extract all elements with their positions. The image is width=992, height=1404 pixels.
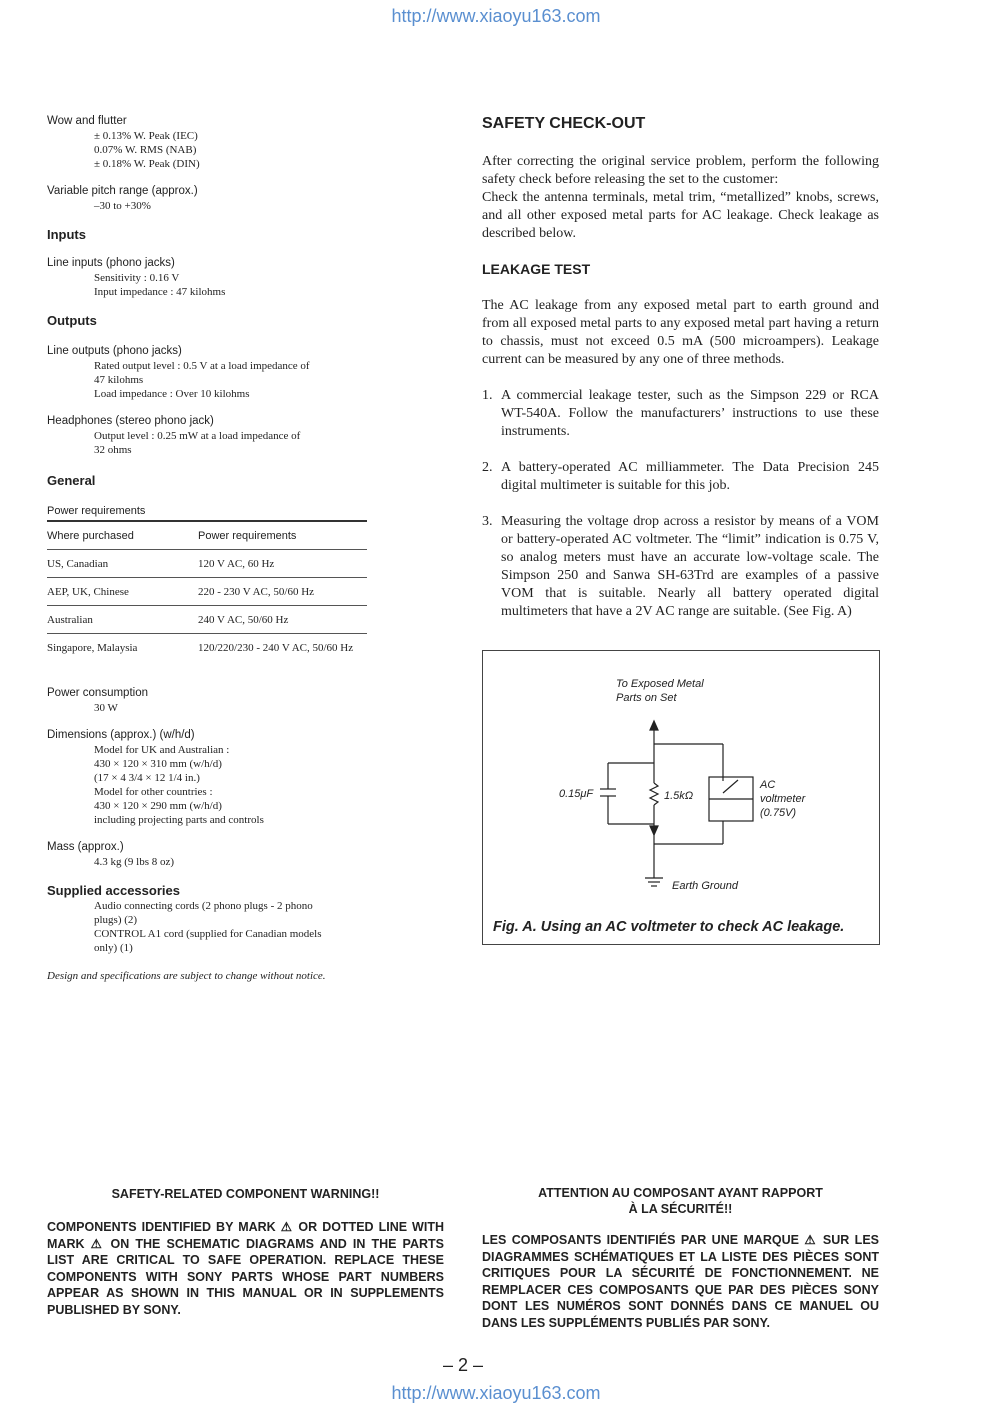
line-inputs-label: Line inputs (phono jacks) — [47, 257, 175, 269]
warning-fr-body: LES COMPOSANTS IDENTIFIÉS PAR UNE MARQUE ⚠ SUR LES DIAGRAMMES SCHÉMATIQUES ET LA LISTE DES PIÈCES SONT CRITIQUES POUR LA SÉCURITÉ DE FONCTIONNEMENT. NE REMPLACER CES COMPOSANTS QUE PAR DES PIÈCES SONY DONT LES NUMÉROS SONT DONNÉS DANS CE MANUEL OU DANS LES SUPPLÉMENTS PUBLIÉS PAR SONY. — [482, 1233, 879, 1330]
meter-label-line-2: voltmeter — [760, 793, 806, 805]
specifications-note: Design and specifications are subject to change without notice. — [47, 970, 326, 982]
method-text: A battery-operated AC milliammeter. The Data Precision 245 digital multimeter is suitable for this job. — [501, 460, 879, 493]
line-outputs-value: Load impedance : Over 10 kilohms — [94, 388, 250, 400]
wow-value: 0.07% W. RMS (NAB) — [94, 144, 197, 156]
arrow-up-icon — [650, 721, 658, 730]
accessories-values — [94, 899, 322, 955]
warning-en-title: SAFETY-RELATED COMPONENT WARNING!! — [111, 1187, 380, 1201]
table-cell: 240 V AC, 50/60 Hz — [198, 606, 367, 634]
leakage-circuit-diagram — [483, 651, 879, 944]
table-row — [47, 578, 367, 606]
dimensions-value: including projecting parts and controls — [94, 814, 264, 826]
header-url[interactable]: http://www.xiaoyu163.com — [391, 6, 601, 26]
table-cell: US, Canadian — [47, 550, 198, 578]
headphones-value: 32 ohms — [94, 444, 132, 456]
dimensions-value: 430 × 120 × 290 mm (w/h/d) — [94, 800, 222, 812]
power-table — [47, 522, 367, 661]
mass-label: Mass (approx.) — [47, 841, 124, 853]
table-cell: Singapore, Malaysia — [47, 641, 138, 654]
warning-fr-title-2: À LA SÉCURITÉ!! — [628, 1202, 733, 1216]
headphones-values — [94, 429, 300, 457]
leakage-heading: LEAKAGE TEST — [482, 261, 591, 277]
safety-check: Check the antenna terminals, metal trim, “metallized” knobs, screws, and all other exposed metal parts for AC leakage. Check leakage as described below. — [482, 190, 879, 241]
table-cell: 120/220/230 - 240 V AC, 50/60 Hz — [198, 641, 354, 654]
figure-a — [482, 650, 880, 945]
consumption-value: 30 W — [94, 702, 118, 714]
mass-value: 4.3 kg (9 lbs 8 oz) — [94, 856, 175, 868]
footer-url[interactable]: http://www.xiaoyu163.com — [391, 1383, 601, 1403]
wow-value: ± 0.18% W. Peak (DIN) — [94, 158, 200, 170]
line-outputs-label: Line outputs (phono jacks) — [47, 345, 182, 357]
dimensions-value: (17 × 4 3/4 × 12 1/4 in.) — [94, 772, 200, 784]
method-number: 3. — [482, 514, 493, 529]
dimensions-value: Model for other countries : — [94, 786, 213, 798]
dimensions-value: 430 × 120 × 310 mm (w/h/d) — [94, 758, 222, 770]
method-text: Measuring the voltage drop across a resistor by means of a VOM or battery-operated AC voltmeter. The “limit” indication is 0.75 V, so analog meters must have an accurate low-voltage scale. The Simpson 250 and Sanwa SH-63Trd are examples of a passive VOM that is suitable. Nearly all battery operated digital multimeters that have a 2V AC range are suitable. (See Fig. A) — [501, 514, 879, 619]
line-inputs-value: Input impedance : 47 kilohms — [94, 286, 226, 298]
resistor-symbol — [650, 783, 658, 805]
table-header-row — [47, 522, 367, 550]
top-label-line-1: To Exposed Metal — [616, 678, 704, 690]
table-header-cell: Power requirements — [198, 522, 367, 550]
wow-label: Wow and flutter — [47, 115, 127, 127]
warning-en-body: COMPONENTS IDENTIFIED BY MARK ⚠ OR DOTTED LINE WITH MARK ⚠ ON THE SCHEMATIC DIAGRAMS AND IN THE PARTS LIST ARE CRITICAL TO SAFE OPERATION. REPLACE THESE COMPONENTS WITH SONY PARTS WHOSE PART NUMBERS APPEAR AS SHOWN IN THIS MANUAL OR IN SUPPLEMENTS PUBLISHED BY SONY. — [47, 1220, 444, 1317]
wow-value: ± 0.13% W. Peak (IEC) — [94, 130, 198, 142]
table-row — [47, 634, 367, 662]
top-label-line-2: Parts on Set — [616, 692, 677, 704]
power-requirements-label: Power requirements — [47, 505, 146, 517]
line-inputs-value: Sensitivity : 0.16 V — [94, 272, 180, 284]
wow-values — [94, 129, 200, 171]
headphones-label: Headphones (stereo phono jack) — [47, 415, 214, 427]
table-cell: 220 - 230 V AC, 50/60 Hz — [198, 578, 367, 606]
accessories-value: Audio connecting cords (2 phono plugs - 2 phono — [94, 900, 313, 912]
table-row — [47, 550, 367, 578]
outputs-heading: Outputs — [47, 313, 97, 328]
resistor-label: 1.5kΩ — [664, 790, 694, 802]
safety-heading: SAFETY CHECK-OUT — [482, 115, 646, 132]
line-inputs-values — [94, 271, 225, 299]
line-outputs-value: 47 kilohms — [94, 374, 144, 386]
table-cell: AEP, UK, Chinese — [47, 578, 198, 606]
dimensions-value: Model for UK and Australian : — [94, 744, 230, 756]
table-row — [47, 606, 367, 634]
meter-label-line-3: (0.75V) — [760, 807, 797, 819]
table-header-cell: Where purchased — [47, 522, 198, 550]
inputs-heading: Inputs — [47, 227, 86, 242]
dimensions-values — [94, 743, 264, 827]
dimensions-label: Dimensions (approx.) (w/h/d) — [47, 729, 195, 741]
method-text: A commercial leakage tester, such as the Simpson 229 or RCA WT-540A. Follow the manufacturers’ instructions to use these instruments. — [501, 388, 879, 439]
line-outputs-values — [94, 359, 310, 401]
accessories-heading: Supplied accessories — [47, 883, 180, 898]
ground-label: Earth Ground — [672, 880, 739, 892]
table-cell: Australian — [47, 606, 198, 634]
pitch-value: –30 to +30% — [94, 200, 151, 212]
table-cell: 120 V AC, 60 Hz — [198, 550, 367, 578]
accessories-value: CONTROL A1 cord (supplied for Canadian models — [94, 928, 322, 940]
safety-intro: After correcting the original service problem, perform the following safety check before releasing the set to the customer: — [482, 154, 879, 187]
figure-caption: Fig. A. Using an AC voltmeter to check AC leakage. — [493, 919, 845, 935]
capacitor-label: 0.15μF — [559, 788, 594, 800]
method-number: 1. — [482, 388, 493, 403]
general-heading: General — [47, 473, 96, 488]
power-table-wrapper — [47, 520, 367, 661]
leakage-text: The AC leakage from any exposed metal part to earth ground and from all exposed metal parts to any exposed metal part having a return to chassis, must not exceed 0.5 mA (500 microampers). Leakage current can be measured by any one of three methods. — [482, 298, 879, 367]
accessories-value: only) (1) — [94, 942, 133, 954]
headphones-value: Output level : 0.25 mW at a load impedance of — [94, 430, 301, 442]
page-number: – 2 – — [442, 1355, 484, 1375]
method-number: 2. — [482, 460, 493, 475]
warning-fr-title-1: ATTENTION AU COMPOSANT AYANT RAPPORT — [538, 1186, 823, 1200]
consumption-label: Power consumption — [47, 687, 148, 699]
accessories-value: plugs) (2) — [94, 914, 138, 926]
line-outputs-value: Rated output level : 0.5 V at a load impedance of — [94, 360, 310, 372]
meter-label-line-1: AC — [760, 779, 776, 791]
pitch-label: Variable pitch range (approx.) — [47, 185, 198, 197]
